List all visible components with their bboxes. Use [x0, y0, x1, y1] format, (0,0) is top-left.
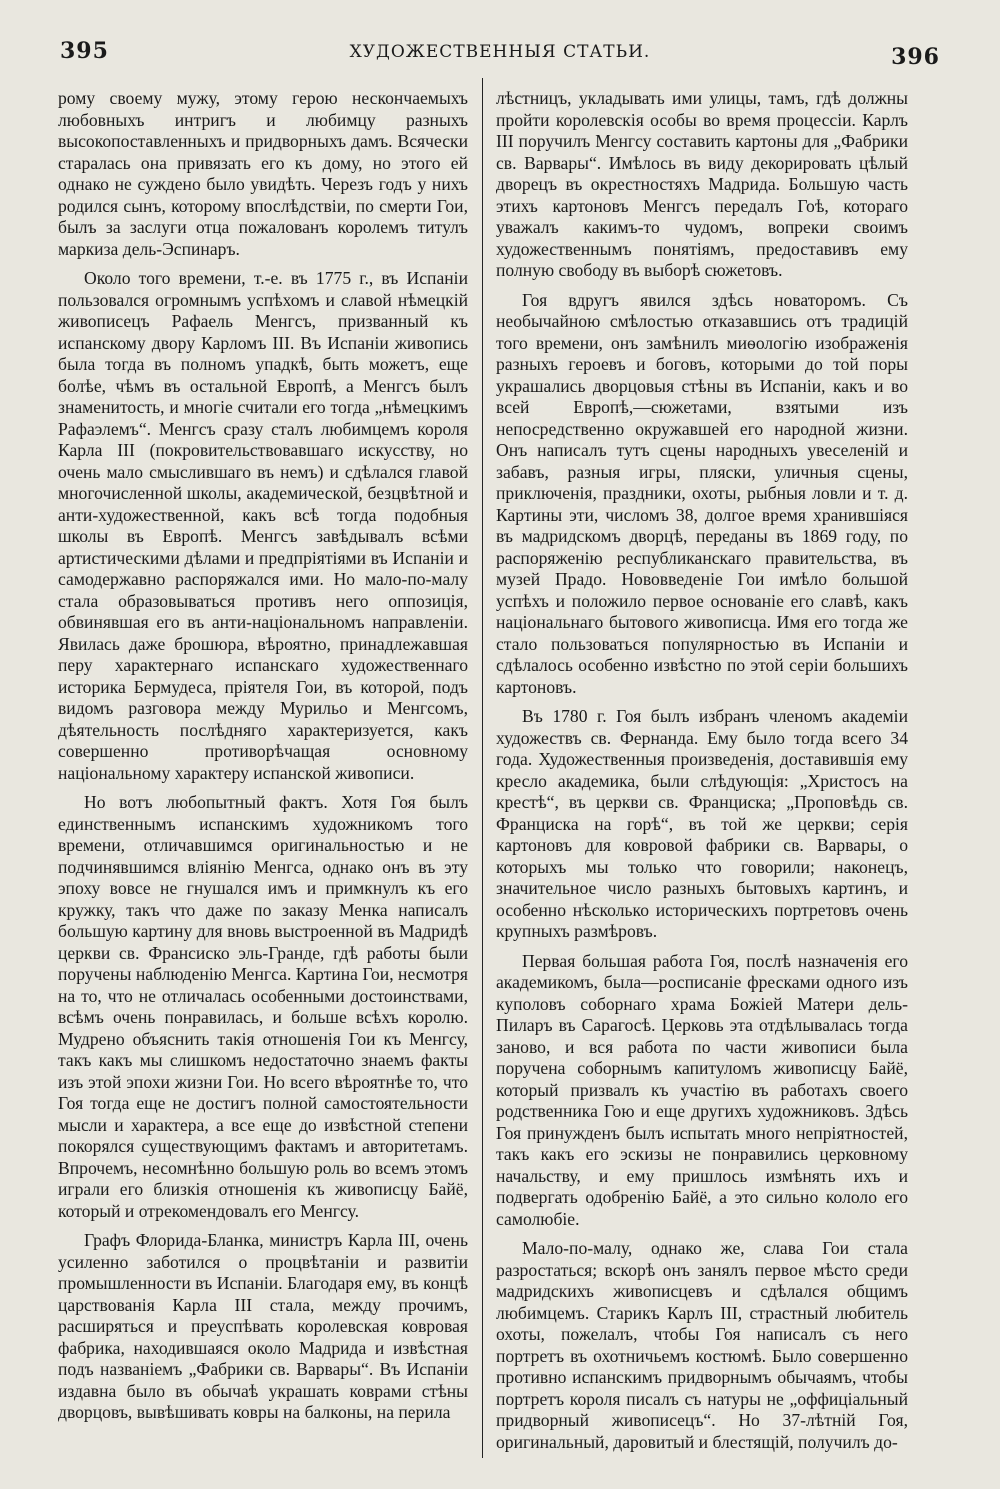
paragraph: Гоя вдругъ явился здѣсь новаторомъ. Съ необычайною смѣлостью отказавшись отъ традицій того времени, онъ замѣнилъ миѳологію изображенія разныхъ героевъ и боговъ, которыми до той поры украшались дворцовыя стѣны въ Испаніи, какъ и во всей Европѣ,—сюжетами, взятыми изъ непосредственно окружавшей его народной жизни. Онъ написалъ тутъ сцены народныхъ увеселеній и забавъ, разныя игры, пляски, уличныя сцены, приключенія, праздники, охоты, рыбныя ловли и т. д. Картины эти, числомъ 38, долгое время хранившіяся въ мадридскомъ дворцѣ, переданы въ 1869 году, по распоряженію республиканскаго правительства, въ музей Прадо. Нововведеніе Гои имѣло большой успѣхъ и положило первое основаніе его славѣ, какъ національнаго бытового живописца. Имя его тогда же стало пользоваться популярностью въ Испаніи и сдѣлалось особенно извѣстно по этой серіи большихъ картоновъ.	[496, 289, 908, 697]
running-title: ХУДОЖЕСТВЕННЫЯ СТАТЬИ.	[349, 42, 651, 62]
paragraph: Въ 1780 г. Гоя былъ избранъ членомъ академіи художествъ св. Фернанда. Ему было тогда всего 34 года. Художественныя произведенія, доставившія ему кресло академика, были слѣдующія: „Христосъ на крестѣ“, въ церкви св. Франциска; „Проповѣдь св. Франциска на горѣ“, въ той же церкви; серія картоновъ для ковровой фабрики св. Варвары, о которыхъ мы только что говорили; наконецъ, значительное число разныхъ бытовыхъ картинъ, и особенно нѣсколько историческихъ портретовъ очень крупныхъ размѣровъ.	[496, 706, 908, 941]
paragraph: рому своему мужу, этому герою нескончаемыхъ любовныхъ интригъ и любимцу разныхъ высокопоставленныхъ и придворныхъ дамъ. Всячески старалась она привязать его къ дому, но этого ей однако не суждено было увидѣть. Черезъ годъ у нихъ родился сынъ, которому впослѣдствіи, по смерти Гои, былъ за заслуги отца пожалованъ королемъ титулъ маркиза дель-Эспинаръ.	[58, 88, 468, 259]
page-number-left: 395	[60, 38, 109, 64]
paragraph: Мало-по-малу, однако же, слава Гои стала разростаться; вскорѣ онъ занялъ первое мѣсто среди мадридскихъ живописцевъ и сдѣлался общимъ любимцемъ. Старикъ Карлъ III, страстный любитель охоты, пожелалъ, чтобы Гоя написалъ съ него портретъ въ охотничьемъ костюмѣ. Было совершенно противно испанскимъ придворнымъ обычаямъ, чтобы портретъ короля писалъ съ натуры не „оффиціальный придворный живописецъ“. Но 37-лѣтній Гоя, оригинальный, даровитый и блестящій, получилъ до-	[496, 1238, 908, 1452]
paragraph: лѣстницъ, укладывать ими улицы, тамъ, гдѣ должны пройти королевскія особы во время процессіи. Карлъ III поручилъ Менгсу составить картоны для „Фабрики св. Варвары“. Имѣлось въ виду декорировать цѣлый дворецъ въ окрестностяхъ Мадрида. Большую часть этихъ картоновъ Менгсъ передалъ Гоѣ, котораго уважалъ какимъ-то чудомъ, вопреки своимъ художественнымъ понятіямъ, предоставивъ ему полную свободу въ выборѣ сюжетовъ.	[496, 88, 908, 280]
page-header	[60, 38, 940, 78]
page-number-right: 396	[891, 44, 940, 70]
paragraph: Около того времени, т.-е. въ 1775 г., въ Испаніи пользовался огромнымъ успѣхомъ и славой нѣмецкій живописецъ Рафаель Менгсъ, призванный къ испанскому двору Карломъ III. Въ Испаніи живопись была тогда въ полномъ упадкѣ, быть можетъ, еще болѣе, чѣмъ въ остальной Европѣ, а Менгсъ былъ знаменитость, и многіе считали его тогда „нѣмецкимъ Рафаэлемъ“. Менгсъ сразу сталъ любимцемъ короля Карла III (покровительствовавшаго искусству, но очень мало смыслившаго въ немъ) и сдѣлался главой многочисленной школы, академической, безцвѣтной и анти-художественной, какъ всѣ тогда подобныя школы въ Европѣ. Менгсъ завѣдывалъ всѣми артистическими дѣлами и предпріятіями въ Испаніи и самодержавно распоряжался ими. Но мало-по-малу стала образовываться противъ него оппозиція, обвинявшая его въ анти-національномъ направленіи. Явилась даже брошюра, вѣроятно, принадлежавшая перу характернаго испанскаго художественнаго историка Бермудеса, пріятеля Гои, въ которой, подъ видомъ разговора между Мурильо и Менгсомъ, дѣятельность послѣдняго характеризуется, какъ совершенно противорѣчащая основному національному характеру испанской живописи.	[58, 268, 468, 783]
paragraph: Первая большая работа Гоя, послѣ назначенія его академикомъ, была—росписаніе фресками одного изъ куполовъ соборнаго храма Божіей Матери дель-Пиларъ въ Сарагосѣ. Церковь эта отдѣлывалась тогда заново, и вся работа по части живописи была поручена соборнымъ капитуломъ живописцу Байё, который призвалъ къ участію въ работахъ своего родственника Гою и еще другихъ художниковъ. Здѣсь Гоя принужденъ былъ испытать много непріятностей, такъ какъ его эскизы не понравились церковному начальству, и ему пришлось измѣнять ихъ и подвергать одобренію Байё, а это сильно кололо его самолюбіе.	[496, 950, 908, 1229]
paragraph: Но вотъ любопытный фактъ. Хотя Гоя былъ единственнымъ испанскимъ художникомъ того времени, отличавшимся оригинальностью и не подчинявшимся вліянію Менгса, однако онъ въ эту эпоху вовсе не гнушался имъ и примкнулъ къ его кружку, такъ что даже по заказу Менка написалъ большую картину для вновь выстроенной въ Мадридѣ церкви св. Франсиско эль-Гранде, гдѣ работы были поручены наблюденію Менгса. Картина Гои, несмотря на то, что не отличалась особенными достоинствами, всѣмъ очень понравилась, и больше всѣхъ королю. Мудрено объяснить такія отношенія Гои къ Менгсу, такъ какъ мы слишкомъ недостаточно знаемъ факты изъ этой эпохи жизни Гои. Но всего вѣроятнѣе то, что Гоя тогда еще не достигъ полной самостоятельности мысли и характера, а все еще до извѣстной степени покорялся существующимъ фактамъ и авторитетамъ. Впрочемъ, несомнѣнно большую роль во всемъ этомъ играли его близкія отношенія къ живописцу Байё, который и отрекомендовалъ его Менгсу.	[58, 792, 468, 1221]
column-divider	[482, 78, 483, 1458]
left-column	[58, 88, 468, 1440]
right-column	[496, 88, 908, 1452]
paragraph: Графъ Флорида-Бланка, министръ Карла III, очень усиленно заботился о процвѣтаніи и развитіи промышленности въ Испаніи. Благодаря ему, въ концѣ царствованія Карла III стала, между прочимъ, расширяться и преуспѣвать королевская ковровая фабрика, находившаяся около Мадрида и извѣстная подъ названіемъ „Фабрики св. Варвары“. Въ Испаніи издавна было въ обычаѣ украшать коврами стѣны дворцовъ, вывѣшивать ковры на балконы, на перила	[58, 1230, 468, 1422]
